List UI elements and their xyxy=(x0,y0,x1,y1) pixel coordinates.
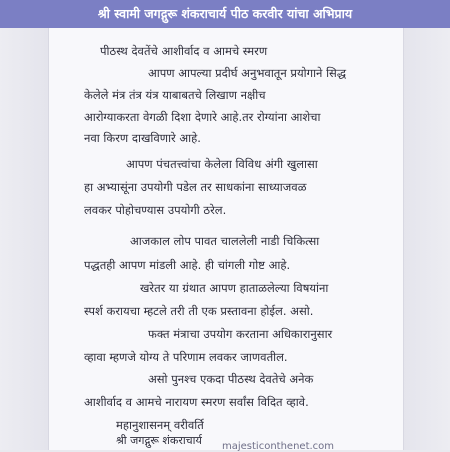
letter-line: व्हावा म्हणजे योग्य ते परिणाम लवकर जाणवतील. xyxy=(84,350,288,364)
letter-line: पद्धतही आपण मांडली आहे. ही चांगली गोष्ट आहे. xyxy=(84,258,291,272)
left-margin xyxy=(0,28,48,450)
title-band xyxy=(0,0,450,28)
letter-line: असो पुनश्च एकदा पीठस्थ देवतेचे अनेक xyxy=(148,372,314,386)
letter-line: आशीर्वाद व आमचे नारायण स्मरण सर्वांस विदित व्हावे. xyxy=(84,395,309,409)
letter-line: आरोग्याकरता वेगळी दिशा देणारे आहे.तर रोग्यांना आशेचा xyxy=(84,110,321,124)
page-title: श्री स्वामी जगद्गुरू शंकराचार्य पीठ करवीर यांचा अभिप्राय xyxy=(97,6,353,21)
letter-line: खरेतर या ग्रंथात आपण हाताळलेल्या विषयांना xyxy=(140,281,329,295)
letter-line: आपण आपल्या प्रदीर्घ अनुभवातून प्रयोगाने सिद्ध xyxy=(148,66,347,80)
watermark: majesticonthenet.com xyxy=(222,441,335,452)
signature-line: श्री जगद्गुरू शंकराचार्य xyxy=(116,434,202,447)
right-margin xyxy=(402,28,450,450)
letter-line: स्पर्श करायचा म्हटले तरी ती एक प्रस्तावना होईल. असो. xyxy=(84,304,314,318)
letter-line: आपण पंचतत्त्वांचा केलेला विविध अंगी खुलासा xyxy=(126,157,318,171)
letter-line: हा अभ्यासूंना उपयोगी पडेल तर साधकांना साध्याजवळ xyxy=(84,180,307,194)
letter-line: फक्त मंत्राचा उपयोग करताना अधिकारानुसार xyxy=(148,327,333,341)
letter-line: केलेले मंत्र तंत्र यंत्र याबाबतचे लिखाण नक्षीच xyxy=(84,88,266,102)
signature-line: महानुशासनम् वरीवर्ति xyxy=(116,418,204,432)
letter-line: लवकर पोहोचण्यास उपयोगी ठरेल. xyxy=(84,203,227,217)
letter-line: आजकाल लोप पावत चाललेली नाडी चिकित्सा xyxy=(130,234,320,248)
letter-line: पीठस्थ देवतेंचे आशीर्वाद व आमचे स्मरण xyxy=(100,44,268,58)
letter-line: नवा किरण दाखविणारे आहे. xyxy=(84,131,201,145)
